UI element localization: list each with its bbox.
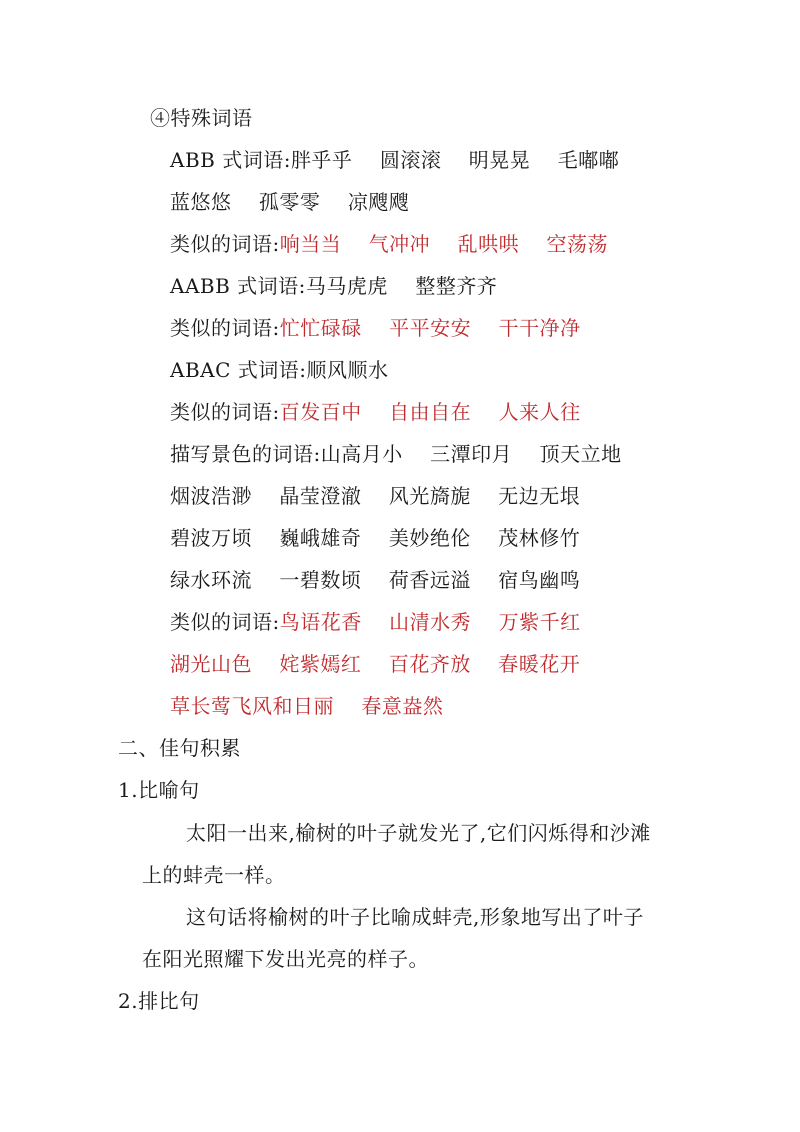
abb-similar-label: 类似的词语: [170, 232, 280, 256]
abb-label: ABB 式词语: [170, 148, 291, 172]
scenery-similar-words: 鸟语花香 山清水秀 万紫千红 [279, 610, 581, 634]
scenery-similar-row-3: 草长莺飞风和日丽 春意盎然 [170, 694, 444, 718]
scenery-similar-line [170, 609, 581, 635]
scenery-label: 描写景色的词语: [170, 442, 321, 466]
abb-similar-words: 响当当 气冲冲 乱哄哄 空荡荡 [279, 232, 609, 256]
subsection-2-title: 2.排比句 [118, 989, 200, 1013]
scenery-words: 山高月小 三潭印月 顶天立地 [320, 442, 622, 466]
aabb-line [170, 273, 497, 299]
abac-line [170, 357, 388, 383]
abac-similar-label: 类似的词语: [170, 400, 280, 424]
abb-line [170, 147, 619, 173]
abac-words: 顺风顺水 [306, 358, 389, 382]
scenery-line [170, 441, 622, 467]
subsection-1-title: 1.比喻句 [118, 778, 200, 802]
aabb-words: 马马虎虎 整整齐齐 [305, 274, 498, 298]
scenery-similar-row-2: 湖光山色 姹紫嫣红 百花齐放 春暖花开 [170, 652, 581, 676]
aabb-label: AABB 式词语: [170, 274, 306, 298]
aabb-similar-words: 忙忙碌碌 平平安安 干干净净 [279, 316, 581, 340]
scenery-row-3: 碧波万顷 巍峨雄奇 美妙绝伦 茂林修竹 [170, 526, 581, 550]
scenery-similar-label: 类似的词语: [170, 610, 280, 634]
abac-similar-words: 百发百中 自由自在 人来人往 [279, 400, 581, 424]
abac-label: ABAC 式词语: [170, 358, 307, 382]
aabb-similar-label: 类似的词语: [170, 316, 280, 340]
abb-words-line-2: 蓝悠悠 孤零零 凉飕飕 [170, 190, 410, 214]
section-2-title: 二、佳句积累 [118, 736, 241, 760]
simile-explanation-line-2: 在阳光照耀下发出光亮的样子。 [142, 947, 429, 971]
aabb-similar-line [170, 315, 581, 341]
simile-sentence-line-1: 太阳一出来,榆树的叶子就发光了,它们闪烁得和沙滩 [186, 821, 651, 845]
abb-similar-line [170, 231, 608, 257]
scenery-row-4: 绿水环流 一碧数顷 荷香远溢 宿鸟幽鸣 [170, 568, 581, 592]
section-4-title: ④特殊词语 [150, 106, 253, 130]
abac-similar-line [170, 399, 581, 425]
simile-sentence-line-2: 上的蚌壳一样。 [142, 863, 286, 887]
scenery-row-2: 烟波浩渺 晶莹澄澈 风光旖旎 无边无垠 [170, 484, 581, 508]
abb-words: 胖乎乎 圆滚滚 明晃晃 毛嘟嘟 [290, 148, 620, 172]
simile-explanation-line-1: 这句话将榆树的叶子比喻成蚌壳,形象地写出了叶子 [186, 905, 644, 929]
